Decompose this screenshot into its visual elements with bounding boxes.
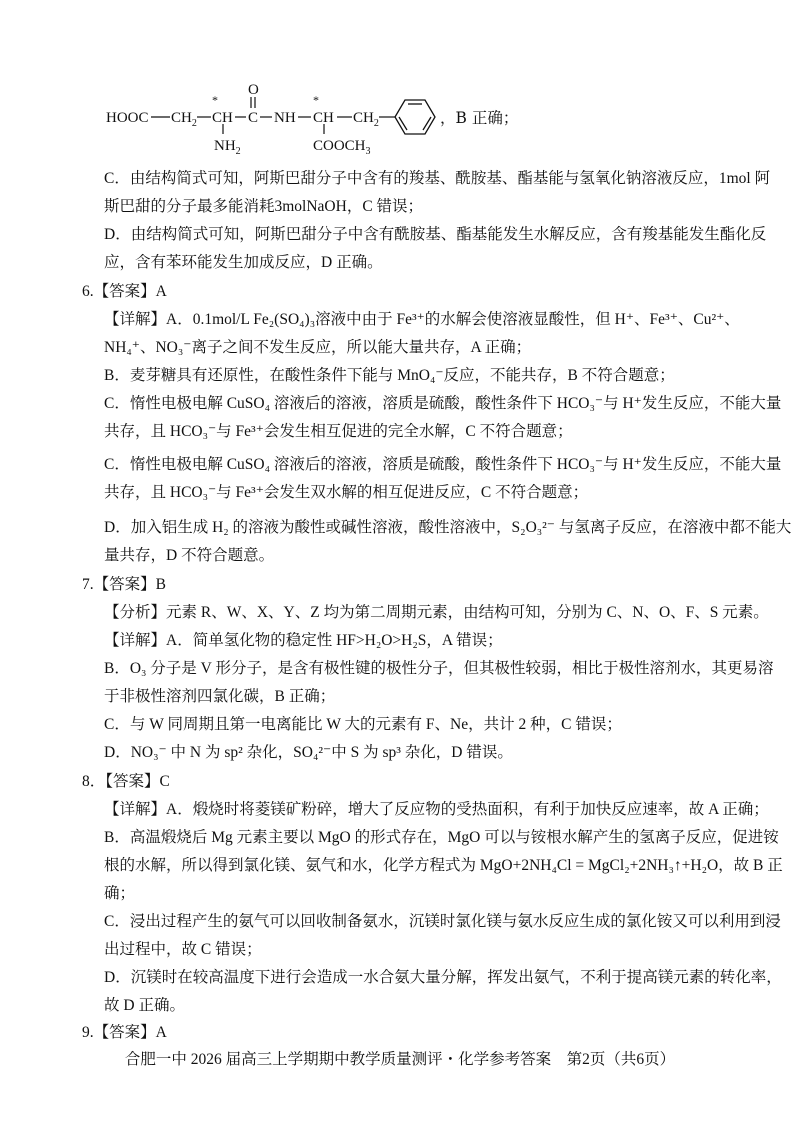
benzene-ring (395, 100, 435, 134)
line-c2: 斯巴甜的分子最多能消耗3molNaOH，C 错误； (104, 198, 424, 215)
line-d1: D．由结构简式可知，阿斯巴甜分子中含有酰胺基、酯基能发生水解反应，含有羧基能发生酯化反 (104, 226, 767, 243)
q8-line-c1: C．浸出过程产生的氨气可以回收制备氨水，沉镁时氯化镁与氨水反应生成的氯化铵又可以利用到浸 (104, 913, 781, 930)
answer-8: 8．【答案】C (82, 773, 170, 790)
q6-line-c1: C．惰性电极电解 CuSO₄ 溶液后的溶液，溶质是硫酸，酸性条件下 HCO₃⁻与 H⁺发生反应，不能大量 (104, 395, 782, 412)
q6-line-a2: NH₄⁺、NO₃⁻离子之间不发生反应，所以能大量共存，A 正确； (104, 339, 532, 356)
nh2-label: $NH_2$ (214, 138, 241, 157)
q6-line-b: B．麦芽糖具有还原性，在酸性条件下能与 MnO₄⁻反应，不能共存，B 不符合题意； (104, 367, 675, 384)
chiral-star-a: * (212, 93, 218, 107)
q6-line-d2: 量共存，D 不符合题意。 (104, 547, 275, 564)
line-d2: 应，含有苯环能发生加成反应，D 正确。 (104, 254, 383, 271)
q8-line-b3: 确； (104, 885, 136, 902)
nh-label: NH (274, 110, 296, 126)
ch2-label-b: $CH_2$ (353, 110, 379, 129)
q8-line-c2: 出过程中，故 C 错误； (104, 941, 262, 958)
ch2-label-a: $CH_2$ (171, 110, 197, 129)
q6-line-c4: 共存，且 HCO₃⁻与 Fe³⁺会发生双水解的相互促进反应，C 不符合题意； (104, 484, 589, 501)
q8-line-d1: D．沉镁时在较高温度下进行会造成一水合氨大量分解，挥发出氨气，不利于提高镁元素的转化率， (104, 969, 782, 986)
answer-7: 7.【答案】B (82, 576, 166, 593)
ch-label-a: CH (212, 110, 233, 126)
q8-line-b2: 根的水解，所以得到氯化镁、氨气和水，化学方程式为 MgO+2NH₄Cl = MgCl₂+2NH₃↑+H₂O，故 B 正 (104, 857, 783, 874)
oxygen-label: O (248, 82, 259, 98)
q8-line-d2: 故 D 正确。 (104, 997, 185, 1014)
q7-analysis: 【分析】元素 R、W、X、Y、Z 均为第二周期元素，由结构可知，分别为 C、N、O、F、S 元素。 (104, 604, 769, 621)
hooc-label: HOOC (106, 110, 149, 126)
q7-line-d: D．NO₃⁻ 中 N 为 sp² 杂化，SO₄²⁻中 S 为 sp³ 杂化，D 错误。 (104, 744, 513, 761)
q6-line-a1: 【详解】A．0.1mol/L Fe₂(SO₄)₃溶液中由于 Fe³⁺的水解会使溶液显酸性，但 H⁺、Fe³⁺、Cu²⁺、 (104, 311, 740, 328)
answer-6: 6.【答案】A (82, 283, 167, 300)
line-c1: C．由结构简式可知，阿斯巴甜分子中含有的羧基、酰胺基、酯基能与氢氧化钠溶液反应，1mol 阿 (104, 170, 771, 187)
q7-line-b1: B．O₃ 分子是 V 形分子，是含有极性键的极性分子，但其极性较弱，相比于极性溶剂水，其更易溶 (104, 660, 774, 677)
answer-9: 9.【答案】A (82, 1024, 167, 1041)
formula-conclusion: ，B 正确； (440, 109, 519, 127)
chiral-star-b: * (313, 93, 319, 107)
carbon-label: C (248, 110, 259, 126)
q7-line-a: 【详解】A．简单氢化物的稳定性 HF>H₂O>H₂S，A 错误； (104, 632, 503, 649)
q8-line-b1: B．高温煅烧后 Mg 元素主要以 MgO 的形式存在，MgO 可以与铵根水解产生的氢离子反应，促进铵 (104, 829, 779, 846)
cooch3-label: $COOCH_3$ (313, 138, 371, 157)
ch-label-b: CH (313, 110, 334, 126)
aspartame-structure (0, 0, 800, 160)
q7-line-b2: 于非极性溶剂四氯化碳，B 正确； (104, 688, 336, 705)
q6-line-c2: 共存，且 HCO₃⁻与 Fe³⁺会发生相互促进的完全水解，C 不符合题意； (104, 423, 573, 440)
page-footer: 合肥一中 2026 届高三上学期期中教学质量测评・化学参考答案 第2页（共6页） (124, 1051, 676, 1068)
structure-svg (0, 0, 800, 160)
q8-line-a: 【详解】A．煅烧时将菱镁矿粉碎，增大了反应物的受热面积，有利于加快反应速率，故 A 正确； (104, 801, 769, 818)
q7-line-c: C．与 W 同周期且第一电离能比 W 大的元素有 F、Ne，共计 2 种，C 错误； (104, 716, 622, 733)
q6-line-d1: D．加入铝生成 H₂ 的溶液为酸性或碱性溶液，酸性溶液中，S₂O₃²⁻ 与氢离子反应，在溶液中都不能大 (104, 519, 792, 536)
q6-line-c3: C．惰性电极电解 CuSO₄ 溶液后的溶液，溶质是硫酸，酸性条件下 HCO₃⁻与 H⁺发生反应，不能大量 (104, 456, 782, 473)
